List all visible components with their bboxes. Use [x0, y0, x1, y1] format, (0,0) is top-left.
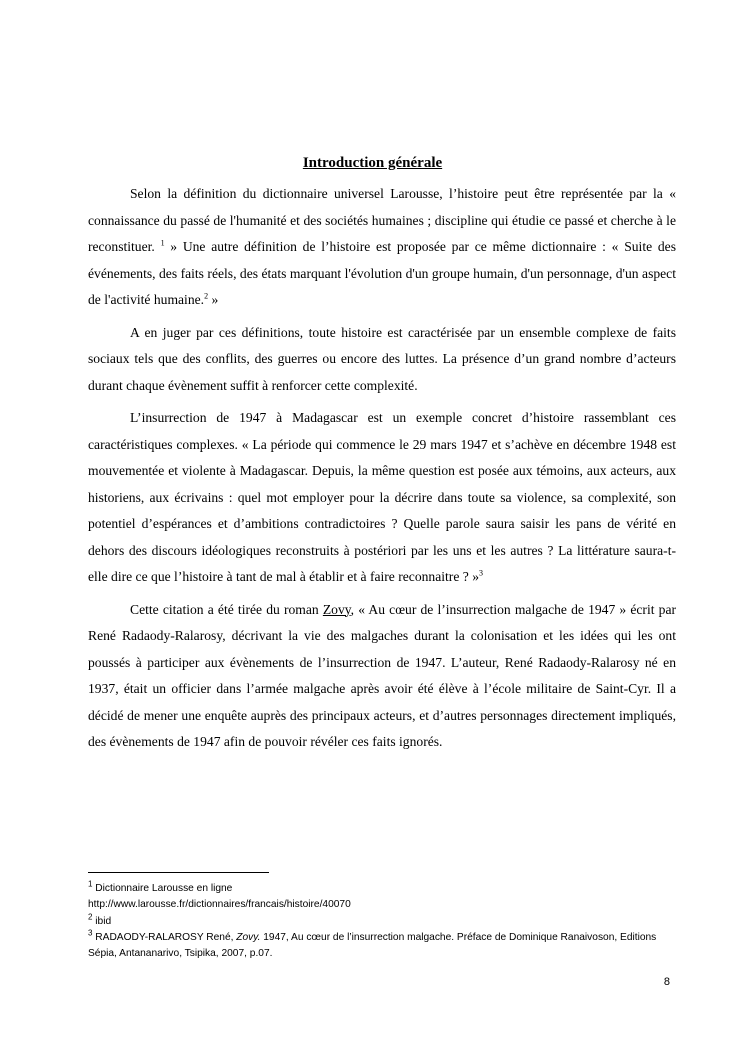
page-number: 8: [663, 976, 670, 988]
paragraph-1: [88, 181, 676, 314]
footnote-separator: [88, 872, 269, 873]
paragraph-1-text-b: » Une autre définition de l’histoire est proposée par ce même dictionnaire : « Suite des événements, des faits réels, des états marquant l'évolution d'un groupe humain, d'un personnage, d'un aspect de l'activité humaine.: [88, 239, 676, 307]
footnote-3-text-b: 1947, Au cœur de l’insurrection malgache. Préface de Dominique Ranaivoson, Editions Sépia, Antananarivo, Tsipika, 2007, p.07.: [88, 931, 657, 960]
footnote-2: [88, 914, 676, 930]
body-text: [88, 181, 676, 762]
paragraph-3-text: L’insurrection de 1947 à Madagascar est un exemple concret d’histoire rassemblant ces caractéristiques complexes. « La période qui commence le 29 mars 1947 et s’achève en décembre 1948 est mouvementée et violente à Madagascar. Depuis, la même question est posée aux témoins, aux acteurs, aux historiens, aux écrivains : quel mot employer pour la décrire dans toute sa violence, sa complexité, son potentiel d’espérances et d’ambitions contradictoires ? Quelle parole saura saisir les pans de vérité en dehors des discours idéologiques reconstruits à postériori par les uns et les autres ? La littérature saura-t-elle dire ce que l’histoire à tant de mal à établir et à faire reconnaitre ? »: [88, 410, 676, 584]
footnote-1: [88, 881, 676, 897]
footnote-ref-2[interactable]: 2: [204, 291, 209, 301]
footnotes: [88, 881, 676, 962]
book-title-link[interactable]: Zovy: [322, 601, 351, 617]
footnote-3-text-a: RADAODY-RALAROSY René,: [95, 931, 237, 943]
footnote-1-text: Dictionnaire Larousse en ligne: [95, 883, 233, 894]
paragraph-3: [88, 405, 676, 591]
footnote-1-url[interactable]: http://www.larousse.fr/dictionnaires/francais/histoire/40070: [88, 899, 351, 911]
paragraph-2: A en juger par ces définitions, toute histoire est caractérisée par un ensemble complexe de faits sociaux tels que des conflits, des guerres ou encore des luttes. La présence d’un grand nombre d’acteurs durant chaque évènement suffit à renforcer cette complexité.: [88, 324, 676, 393]
paragraph-4: [88, 597, 676, 756]
paragraph-4-text-b: , « Au cœur de l’insurrection malgache de 1947 » écrit par René Radaody-Ralarosy, décrivant la vie des malgaches durant la colonisation et les idées qui les ont poussés à participer aux évènements de l’insurrection de 1947. L’auteur, René Radaody-Ralarosy né en 1937, était un officier dans l’armée malgache après avoir été élève à l’école militaire de Saint-Cyr. Il a décidé de mener une enquête auprès des principaux acteurs, et d’autres personnages directement impliqués, des évènements de 1947 afin de pouvoir révéler ces faits ignorés.: [88, 601, 677, 749]
footnote-2-number: 2: [88, 912, 93, 922]
page-title: Introduction générale: [302, 155, 443, 171]
footnote-2-text: ibid: [95, 915, 112, 927]
footnote-1-number: 1: [88, 879, 93, 889]
footnote-3-book-title: Zovy.: [236, 931, 261, 943]
footnote-ref-3[interactable]: 3: [479, 568, 483, 578]
footnote-ref-1[interactable]: 1: [160, 238, 165, 248]
paragraph-4-text-a: Cette citation a été tirée du roman: [130, 601, 323, 617]
footnote-3-number: 3: [88, 928, 93, 938]
footnote-3: [88, 930, 676, 963]
paragraph-1-text-a: Selon la définition du dictionnaire universel Larousse, l’histoire peut être représentée par la « connaissance du passé de l'humanité et des sociétés humaines ; discipline qui étudie ce passé et cherche à le reconstituer.: [88, 186, 676, 254]
paragraph-1-text-c: »: [208, 292, 219, 307]
